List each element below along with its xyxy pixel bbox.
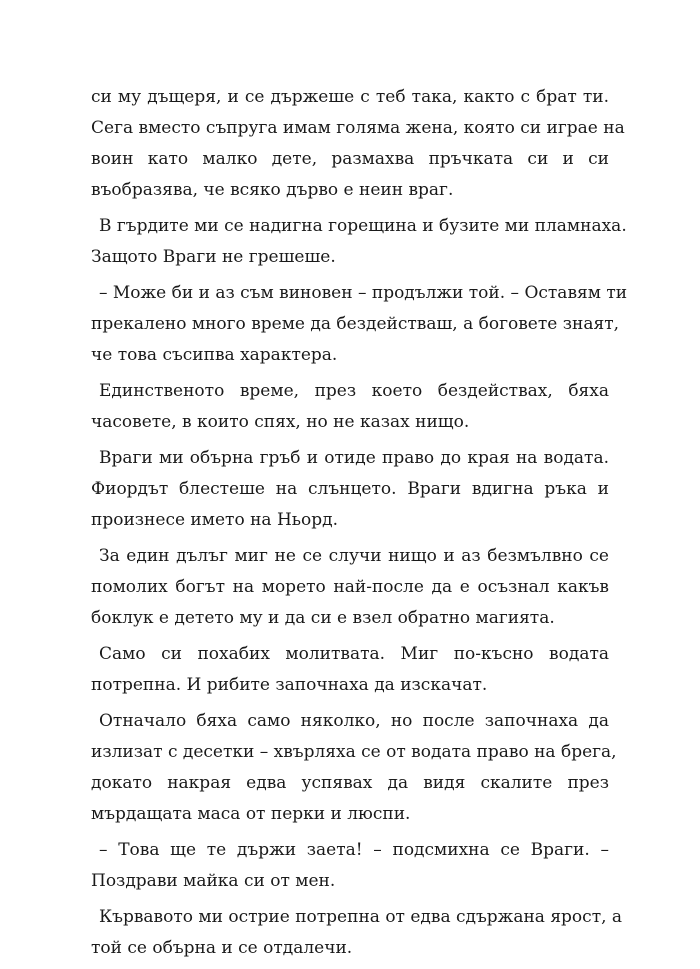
text-line: Кървавото ми острие потрепна от едва сдържана ярост, а bbox=[99, 907, 623, 927]
text-line: че това съсипва характера. bbox=[91, 345, 338, 365]
text-line: – Това ще те държи заета! – подсмихна се Враги. – bbox=[99, 840, 609, 860]
text-line: докато накрая едва успявах да видя скалите през bbox=[91, 773, 609, 793]
paragraph bbox=[91, 639, 609, 701]
text-line: часовете, в които спях, но не казах нищо. bbox=[91, 412, 470, 432]
text-line: Поздрави майка си от мен. bbox=[91, 871, 336, 891]
text-line: Единственото време, през което бездействах, бяха bbox=[99, 381, 609, 401]
text-line: За един дълъг миг не се случи нищо и аз безмълвно се bbox=[99, 546, 609, 566]
paragraph bbox=[91, 278, 628, 371]
text-line: потрепна. И рибите започнаха да изскачат. bbox=[91, 675, 488, 695]
text-line: той се обърна и се отдалечи. bbox=[91, 938, 353, 958]
text-line: излизат с десетки – хвърляха се от водата право на брега, bbox=[91, 742, 617, 762]
text-line: си му дъщеря, и се държеше с теб така, както с брат ти. bbox=[91, 87, 609, 107]
text-line: помолих богът на морето най-после да е осъзнал какъв bbox=[91, 577, 609, 597]
text-line: мърдащата маса от перки и люспи. bbox=[91, 804, 411, 824]
paragraph bbox=[91, 211, 627, 273]
page-text bbox=[91, 82, 628, 969]
text-line: боклук е детето му и да си е взел обратно магията. bbox=[91, 608, 555, 628]
text-line: В гърдите ми се надигна горещина и бузите ми пламнаха. bbox=[99, 216, 627, 236]
text-line: прекалено много време да бездействаш, а боговете знаят, bbox=[91, 314, 619, 334]
text-line: Сега вместо съпруга имам голяма жена, която си играе на bbox=[91, 118, 625, 138]
text-line: Отначало бяха само няколко, но после започнаха да bbox=[99, 711, 609, 731]
text-line: – Може би и аз съм виновен – продължи той. – Оставям ти bbox=[99, 283, 628, 303]
text-line: Защото Враги не грешеше. bbox=[91, 247, 336, 267]
paragraph bbox=[91, 835, 609, 897]
text-line: воин като малко дете, размахва пръчката си и си bbox=[91, 149, 609, 169]
text-line: въобразява, че всяко дърво е неин враг. bbox=[91, 180, 454, 200]
paragraph bbox=[91, 902, 623, 964]
paragraph bbox=[91, 82, 625, 206]
paragraph bbox=[91, 706, 617, 830]
paragraph bbox=[91, 376, 609, 438]
text-line: Само си похабих молитвата. Миг по-късно водата bbox=[99, 644, 609, 664]
text-line: произнесе името на Ньорд. bbox=[91, 510, 339, 530]
text-line: Враги ми обърна гръб и отиде право до края на водата. bbox=[99, 448, 609, 468]
text-line: Фиордът блестеше на слънцето. Враги вдигна ръка и bbox=[91, 479, 609, 499]
paragraph bbox=[91, 443, 609, 536]
paragraph bbox=[91, 541, 609, 634]
